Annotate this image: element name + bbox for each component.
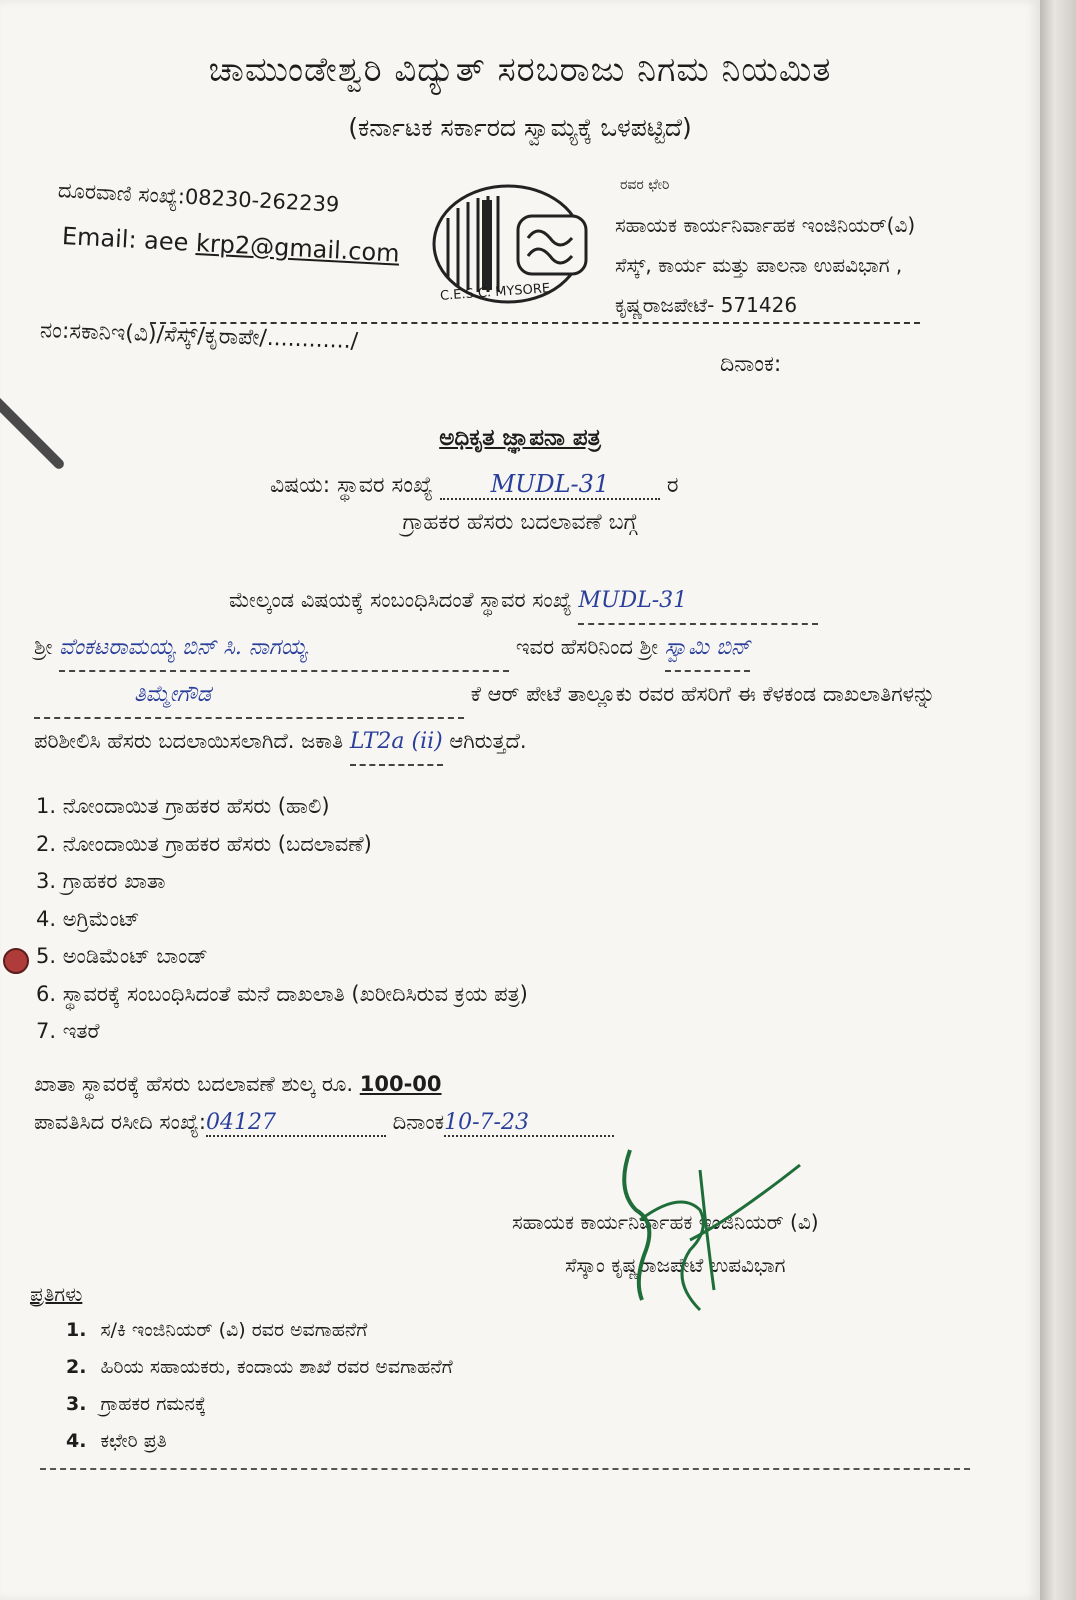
document-title: ಅಧಿಕೃತ ಜ್ಞಾಪನಾ ಪತ್ರ: [439, 425, 601, 451]
document-item: 7. ಇತರೆ: [36, 1019, 100, 1043]
copy-item: [66, 1349, 453, 1386]
document-item: 6. ಸ್ಥಾವರಕ್ಕೆ ಸಂಬಂಧಿಸಿದಂತೆ ಮನೆ ದಾಖಲಾತಿ (ಖರೀದಿಸಿರುವ ಕ್ರಯ ಪತ್ರ): [36, 981, 528, 1006]
documents-list: [36, 788, 528, 1051]
copy-text: ಗ್ರಾಹಕರ ಗಮನಕ್ಕೆ: [100, 1393, 207, 1415]
subject-line: [270, 470, 679, 500]
page-edge: [1040, 0, 1076, 1600]
fee-amount: 100-00: [359, 1072, 442, 1096]
date-label: ದಿನಾಂಕ:: [720, 352, 782, 377]
copy-item: [66, 1312, 453, 1349]
signature: [600, 1130, 810, 1330]
fee-label: ಖಾತಾ ಸ್ಥಾವರಕ್ಕೆ ಹೆಸರು ಬದಲಾವಣೆ ಶುಲ್ಕ ರೂ.: [34, 1072, 354, 1096]
new-consumer-name: ಸ್ವಾಮಿ ಬಿನ್: [665, 626, 751, 672]
copy-text: ಕಛೇರಿ ಪ್ರತಿ: [100, 1430, 167, 1452]
body-taluk-text: ಕೆ ಆರ್ ಪೇಟೆ ತಾಲ್ಲೂಕು ರವರ ಹೆಸರಿಗೆ ಈ ಕೆಳಕಂಡ ದಾಖಲಾತಿಗಳನ್ನು: [470, 682, 936, 706]
seal-text: C.E.S.C. MYSORE: [439, 281, 551, 304]
document-item: 1. ನೋಂದಾಯಿತ ಗ್ರಾಹಕರ ಹೆಸರು (ಹಾಲಿ): [36, 794, 330, 818]
copy-number: 3.: [66, 1393, 87, 1415]
signatory-office: ಸೆಸ್ಕಾಂ ಕೃಷ್ಣರಾಜಪೇಟೆ ಉಪವಿಭಾಗ: [565, 1253, 786, 1277]
document-item: 4. ಅಗ್ರಿಮೆಂಟ್: [36, 906, 140, 931]
body-from-name: ಇವರ ಹೆಸರಿನಿಂದ ಶ್ರೀ: [515, 635, 659, 659]
office-line-0: ರವರ ಛೇರಿ: [620, 177, 670, 193]
sri-label: ಶ್ರೀ: [34, 635, 53, 659]
subject-prefix: ವಿಷಯ: ಸ್ಥಾವರ ಸಂಖ್ಯೆ: [270, 473, 433, 498]
subject-suffix: ರ: [666, 473, 679, 498]
subject-line-2: ಗ್ರಾಹಕರ ಹೆಸರು ಬದಲಾವಣೆ ಬಗ್ಗೆ: [402, 510, 638, 535]
old-consumer-name: ವೆಂಕಟರಾಮಯ್ಯ ಬಿನ್ ಸಿ. ನಾಗಯ್ಯ: [59, 626, 509, 672]
org-name: ಚಾಮುಂಡೇಶ್ವರಿ ವಿದ್ಯುತ್ ಸರಬರಾಜು ನಿಗಮ ನಿಯಮಿತ: [208, 50, 832, 90]
copy-number: 2.: [66, 1356, 87, 1378]
copies-list: [66, 1312, 453, 1460]
copy-number: 4.: [66, 1430, 87, 1452]
body-installation-number: MUDL-31: [578, 579, 818, 625]
receipt-number: 04127: [206, 1110, 386, 1137]
receipt-line: [34, 1110, 614, 1137]
office-line-1: ಸಹಾಯಕ ಕಾರ್ಯನಿರ್ವಾಹಕ ಇಂಜಿನಿಯರ್(ವಿ): [615, 213, 916, 237]
copy-item: [66, 1386, 453, 1423]
document-item: 2. ನೋಂದಾಯಿತ ಗ್ರಾಹಕರ ಹೆಸರು (ಬದಲಾವಣೆ): [36, 831, 372, 856]
document-item: 3. ಗ್ರಾಹಕರ ಖಾತಾ: [36, 869, 166, 893]
signatory-title: ಸಹಾಯಕ ಕಾರ್ಯನಿರ್ವಾಹಕ ಇಂಜಿನಿಯರ್ (ವಿ): [512, 1210, 819, 1234]
copies-heading: ಪ್ರತಿಗಳು: [30, 1282, 83, 1306]
email-address: krp2@gmail.com: [195, 229, 401, 268]
body-verified-text: ಪರಿಶೀಲಿಸಿ ಹೆಸರು ಬದಲಾಯಿಸಲಾಗಿದೆ. ಜಕಾತಿ: [34, 729, 344, 753]
receipt-date: 10-7-23: [444, 1110, 614, 1137]
office-address: [615, 165, 915, 325]
copy-number: 1.: [66, 1319, 87, 1341]
receipt-date-label: ದಿನಾಂಕ: [392, 1110, 445, 1134]
reference-number: ನಂ:ಸಕಾನಿಇ(ವಿ)/ಸೆಸ್ಕ್/ಕೃರಾಪೇ/............/: [39, 318, 359, 355]
copy-item: [66, 1423, 453, 1460]
body-intro: ಮೇಲ್ಕಂಡ ವಿಷಯಕ್ಕೆ ಸಂಬಂಧಿಸಿದಂತೆ ಸ್ಥಾವರ ಸಂಖ್ಯೆ: [229, 588, 572, 612]
red-marker-dot: [3, 948, 29, 974]
office-line-2: ಸೆಸ್ಕ್, ಕಾರ್ಯ ಮತ್ತು ಪಾಲನಾ ಉಪವಿಭಾಗ ,: [615, 253, 903, 277]
copy-text: ಹಿರಿಯ ಸಹಾಯಕರು, ಕಂದಾಯ ಶಾಖೆ ರವರ ಅವಗಾಹನೆಗೆ: [100, 1356, 453, 1378]
document-item: 5. ಅಂಡಿಮೆಂಟ್ ಬಾಂಡ್: [36, 944, 208, 968]
subject-installation-number: MUDL-31: [440, 470, 660, 500]
phone-label: ದೂರವಾಣಿ ಸಂಖ್ಯೆ:: [57, 178, 186, 209]
copy-text: ಸ/ಕಿ ಇಂಜಿನಿಯರ್ (ವಿ) ರವರ ಅವಗಾಹನೆಗೆ: [100, 1319, 368, 1341]
org-subtitle: (ಕರ್ನಾಟಕ ಸರ್ಕಾರದ ಸ್ವಾಮ್ಯಕ್ಕೆ ಒಳಪಟ್ಟಿದೆ): [348, 113, 692, 142]
fee-line: [34, 1072, 442, 1097]
new-consumer-name-2: ತಿಮ್ಮೇಗೌಡ: [34, 673, 464, 719]
receipt-label: ಪಾವತಿಸಿದ ರಸೀದಿ ಸಂಖ್ಯೆ:: [34, 1110, 206, 1134]
body-paragraph: [34, 578, 994, 766]
tariff-value: LT2a (ii): [350, 720, 443, 766]
body-end-text: ಆಗಿರುತ್ತದೆ.: [449, 729, 527, 753]
office-line-3: ಕೃಷ್ಣರಾಜಪೇಟೆ- 571426: [615, 293, 798, 317]
phone-number: 08230-262239: [184, 184, 340, 217]
header-divider: [150, 322, 920, 324]
email-label: Email: aee: [61, 222, 197, 258]
footer-divider: [40, 1468, 970, 1470]
